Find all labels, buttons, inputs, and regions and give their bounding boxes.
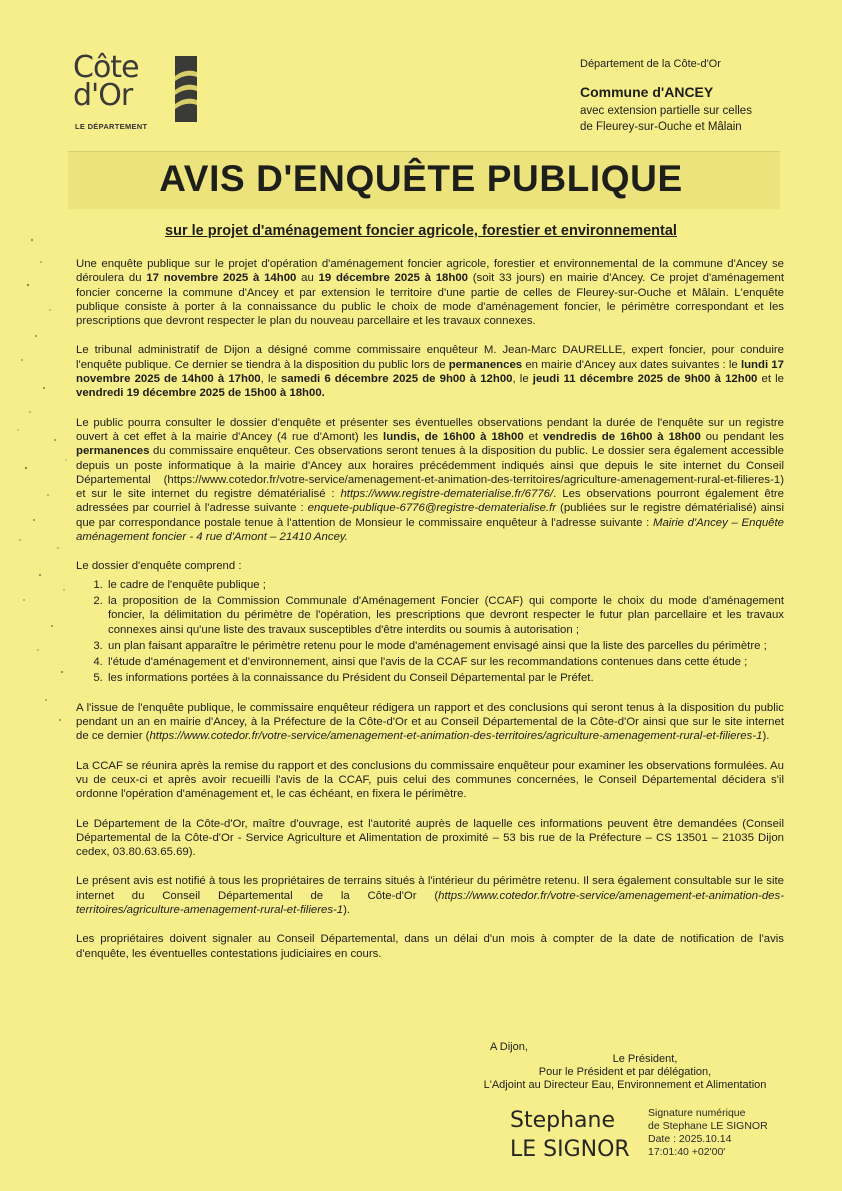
digital-signature-line: 17:01:40 +02'00' (648, 1146, 726, 1158)
paragraph-report (76, 701, 784, 744)
paragraph-commissioner (76, 343, 784, 400)
logo-line-2: d'Or (73, 78, 133, 113)
header-commune: Commune d'ANCEY (580, 84, 714, 100)
logo-line-1: Côte (73, 50, 139, 85)
permanence-date: vendredi 19 décembre 2025 de 15h00 à 18h00. (76, 387, 325, 400)
text: et (523, 430, 544, 443)
postal-address: Mairie d'Ancey – Enquête aménagement foncier - 4 rue d'Amont – 21410 Ancey. (76, 516, 784, 544)
text: en mairie d'Ancey aux dates suivantes : le (522, 358, 741, 371)
text: Une enquête publique sur le projet d'opération d'aménagement foncier agricole, forestier et environnemental de la commune d'Ancey se déroulera du (76, 258, 784, 285)
permanence-date: lundi 17 novembre 2025 de 14h00 à 17h00 (76, 358, 784, 386)
emphasis: permanences (448, 358, 523, 371)
list-item: 3. un plan faisant apparaître le périmètre retenu pour le mode d'aménagement envisagé ainsi que la liste des parcelles du périmètre ; (106, 639, 784, 653)
page-title: AVIS D'ENQUÊTE PUBLIQUE (159, 158, 683, 199)
paragraph-disputes: Les propriétaires doivent signaler au Conseil Départemental, dans un délai d'un mois à compter de la date de notification de l'avis d'enquête, les éventuelles contestations judiciaires en cours. (76, 933, 784, 960)
paragraph-ccaf: La CCAF se réunira après la remise du rapport et des conclusions du commissaire enquêteur pour examiner les observations formulées. Au vu de ceux-ci et après avoir recueilli l'avis de la CCAF, puis celui des communes concernées, le Conseil Départemental décidera s'il ordonne l'opération d'aménagement et, le cas échéant, en fixera le périmètre. (76, 759, 784, 801)
emphasis: permanences (76, 445, 150, 458)
text: et le (757, 373, 784, 386)
text: . Les observations pourront également être adressées par courriel à l'adresse suivante : (76, 488, 784, 515)
paragraph-authority: Le Département de la Côte-d'Or, maître d'ouvrage, est l'autorité auprès de laquelle ces informations peuvent être demandées (Conseil Départemental de la Côte-d'Or - Service Agriculture et Alimentation de proximité – 53 bis rue de la Préfecture – CS 13501 – 21035 Dijon cedex, 03.80.63.65.69). (76, 817, 784, 859)
text: du commissaire enquêteur. Ces observations seront tenues à la disposition du public. Le dossier sera également accessible depuis un poste informatique à la mairie d'Ancey aux horaires précédemment indiqués ainsi que depuis le site internet du Conseil Départemental (https://www.cotedor.fr/votre-service/amenagement-et-animation-des-territoires/agriculture-amenagement-rural-et-filieres-1) et sur le site internet du registre dématérialisé : (76, 445, 784, 501)
text: (soit 33 jours) en mairie d'Ancey. Ce projet d'aménagement foncier concerne la commune d'Ancey et par extension le territoire d'une partie de celles de Fleurey-sur-Ouche et Mâlain. L'enquête publique consiste à porter à la connaissance du public le choix de mode d'aménagement foncier, le périmètre correspondant et les prescriptions que devront respecter le plan du nouveau parcellaire et les travaux connexes. (76, 272, 784, 328)
header-department: Département de la Côte-d'Or (580, 58, 721, 70)
text: au (296, 272, 319, 285)
digital-signature-line: Signature numérique (648, 1107, 746, 1119)
permanence-date: jeudi 11 décembre 2025 de 9h00 à 12h00 (532, 373, 758, 386)
signature-title-1: Le Président, (612, 1053, 678, 1065)
opening-hours: lundis, de 16h00 à 18h00 (383, 430, 524, 443)
website-link[interactable]: https://www.cotedor.fr/votre-service/amenagement-et-animation-des-territoires/agriculture-amenagement-rural-et-filieres-1 (76, 889, 784, 916)
website-link[interactable]: https://www.cotedor.fr/votre-service/amenagement-et-animation-des-territoires/agriculture-amenagement-rural-et-filieres-1 (149, 730, 763, 743)
logo-subtitle: LE DÉPARTEMENT (75, 122, 148, 131)
department-logo (70, 52, 205, 134)
end-date: 19 décembre 2025 à 18h00 (318, 272, 469, 285)
opening-hours: vendredis de 16h00 à 18h00 (543, 430, 701, 443)
page-subtitle: sur le projet d'aménagement foncier agricole, forestier et environnemental (165, 223, 677, 239)
list-item: 4. l'étude d'aménagement et d'environnement, ainsi que l'avis de la CCAF sur les recommandations contenues dans cette étude ; (106, 655, 784, 669)
registry-link[interactable]: https://www.registre-dematerialise.fr/6776/ (340, 488, 554, 501)
paragraph-consultation (76, 416, 784, 545)
signature-title-2: Pour le Président et par délégation, (538, 1066, 712, 1078)
digital-signature-line: de Stephane LE SIGNOR (648, 1120, 768, 1132)
paragraph-notification (76, 874, 784, 917)
text: Le tribunal administratif de Dijon a désigné comme commissaire enquêteur M. Jean-Marc DAURELLE, expert foncier, pour conduire l'enquête publique. Ce dernier se tiendra à la disposition du public lors de (76, 344, 784, 371)
text: ou pendant les (700, 430, 784, 443)
dossier-intro: Le dossier d'enquête comprend : (76, 560, 242, 573)
paragraph-enquiry-dates (76, 257, 784, 328)
signatory-last-name: LE SIGNOR (510, 1137, 630, 1162)
text: Le présent avis est notifié à tous les propriétaires de terrains situés à l'intérieur du périmètre retenu. Il sera également consultable sur le site internet du Conseil Départemental de la Côte-d'Or ( (76, 875, 784, 902)
notice-body (76, 257, 784, 976)
logo-stripes-icon (175, 56, 197, 122)
signatory-first-name: Stephane (510, 1108, 615, 1133)
list-item: 1. le cadre de l'enquête publique ; (106, 578, 784, 592)
text: A l'issue de l'enquête publique, le commissaire enquêteur rédigera un rapport et des conclusions qui seront tenus à la disposition du public pendant un an en mairie d'Ancey, à la Préfecture de la Côte-d'Or et au Conseil Départemental de la Côte-d'Or ainsi que sur le site internet de ce dernier ( (76, 701, 784, 743)
header-extension (580, 103, 800, 135)
header-extension-line-2: de Fleurey-sur-Ouche et Mâlain (580, 121, 742, 133)
logo-wordmark (73, 50, 139, 113)
text: ). (762, 730, 770, 743)
dossier-list (76, 578, 784, 686)
digital-signature-info (648, 1107, 768, 1159)
signatory-name (510, 1106, 630, 1164)
registry-email[interactable]: enquete-publique-6776@registre-dematerialise.fr (307, 502, 557, 515)
signature-title-3: L'Adjoint au Directeur Eau, Environnement et Alimentation (483, 1079, 767, 1091)
signature-titles (470, 1053, 780, 1092)
permanence-date: samedi 6 décembre 2025 de 9h00 à 12h00 (280, 373, 513, 386)
signature-place: A Dijon, (490, 1041, 528, 1053)
text: Le public pourra consulter le dossier d'enquête et présenter ses éventuelles observations pendant la durée de l'enquête sur un registre ouvert à cet effet à la mairie d'Ancey (4 rue d'Amont) les (76, 416, 784, 443)
list-item: 2. la proposition de la Commission Communale d'Aménagement Foncier (CCAF) qui comporte le choix du mode d'aménagement foncier, la délimitation du périmètre de l'opération, les prescriptions que devront respecter le futur plan parcellaire et les travaux connexes ainsi qu'une liste des travaux susceptibles d'être interdits ou soumis à autorisation ; (106, 594, 784, 637)
text: ). (343, 903, 351, 916)
text: , le (260, 373, 281, 386)
list-item: 5. les informations portées à la connaissance du Président du Conseil Départemental par le Préfet. (106, 671, 784, 685)
text: , le (512, 373, 533, 386)
start-date: 17 novembre 2025 à 14h00 (146, 272, 297, 285)
header-extension-line-1: avec extension partielle sur celles (580, 105, 752, 117)
text: (publiées sur le registre dématérialisé) ainsi que par correspondance postale tenue à l'attention de Monsieur le commissaire enquêteur à l'adresse suivante : (76, 502, 784, 529)
digital-signature-line: Date : 2025.10.14 (648, 1133, 732, 1145)
